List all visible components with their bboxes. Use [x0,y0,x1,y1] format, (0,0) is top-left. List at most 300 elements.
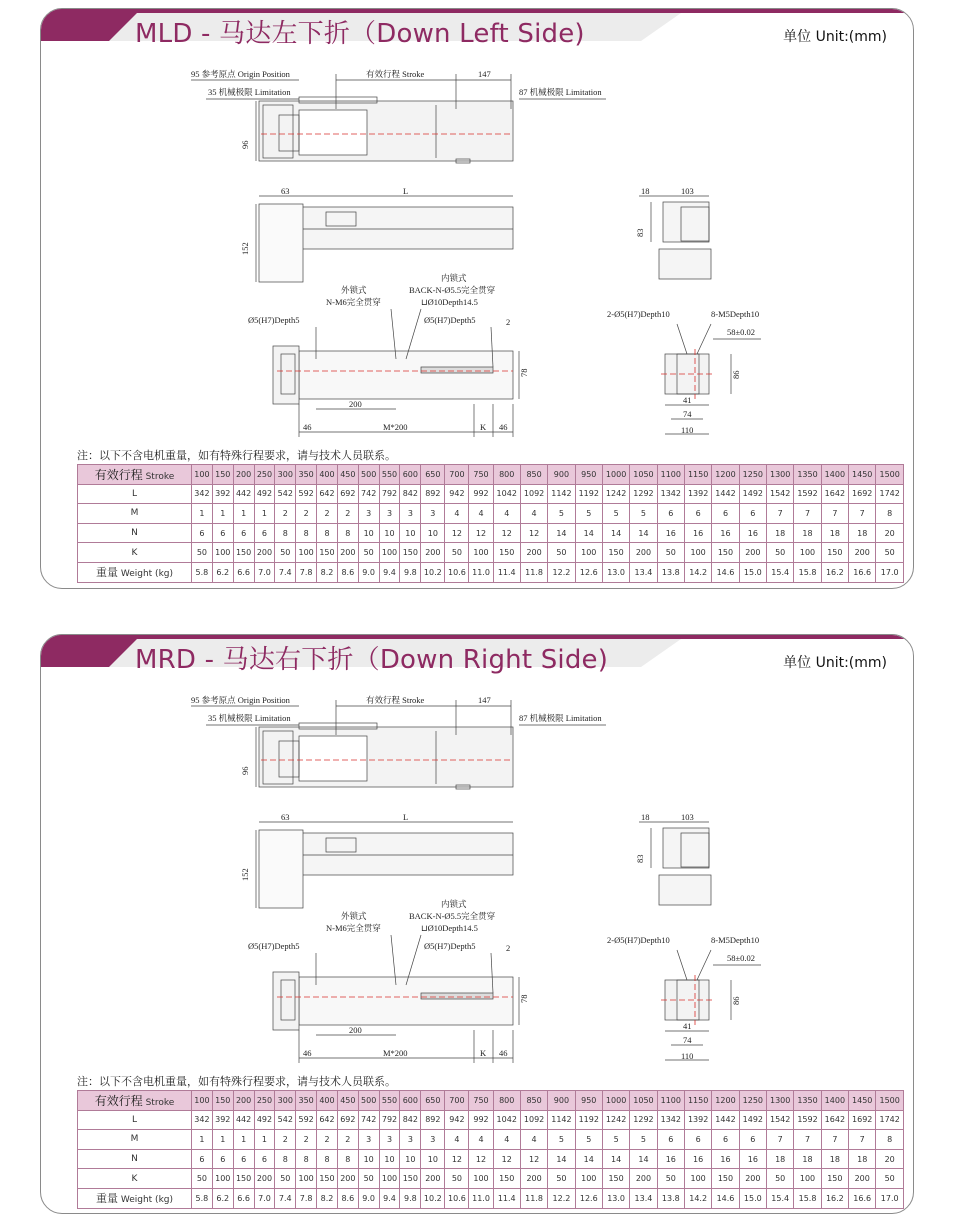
weight-cell: 13.0 [602,562,629,582]
table-cell: 200 [739,543,766,563]
table-cell: 4 [469,504,493,524]
weight-cell: 6.6 [233,562,254,582]
lock-ext-1: 外锁式 [341,911,367,921]
table-cell: 50 [548,1169,575,1189]
weight-cell: 14.2 [684,1188,711,1208]
stroke-cell: 300 [275,1091,296,1111]
table-cell: 6 [657,1130,684,1150]
table-cell: 150 [233,1169,254,1189]
table-cell: 100 [794,543,821,563]
spec-table [77,1090,904,1209]
table-cell: 150 [317,543,338,563]
dim-152: 152 [240,242,250,255]
table-cell: 200 [421,543,445,563]
table-cell: 8 [876,504,904,524]
table-cell: 992 [469,1110,493,1130]
weight-cell: 17.0 [876,1188,904,1208]
table-cell: 592 [296,1110,317,1130]
table-cell: 100 [212,543,233,563]
table-cell: 100 [684,543,711,563]
weight-cell: 9.4 [379,1188,400,1208]
weight-cell: 15.0 [739,1188,766,1208]
stroke-cell: 1450 [849,465,876,485]
dim-86: 86 [731,370,741,379]
table-cell: 200 [254,1169,275,1189]
table-cell: 150 [821,543,848,563]
table-cell: 12 [493,523,520,543]
dim-63: 63 [281,812,290,822]
table-cell: 1392 [684,1110,711,1130]
dim-18: 18 [641,186,650,196]
table-cell: 542 [275,1110,296,1130]
weight-cell: 16.2 [821,1188,848,1208]
stroke-cell: 1250 [739,1091,766,1111]
table-cell: 200 [630,543,657,563]
table-cell: 200 [337,543,358,563]
table-cell: 50 [192,1169,213,1189]
stroke-cell: 100 [192,1091,213,1111]
dim-m200: M*200 [383,1048,408,1058]
table-cell: 4 [445,1130,469,1150]
lock-ext-1: 外锁式 [341,285,367,295]
dim-46a: 46 [303,1048,312,1058]
table-cell: 8 [275,1149,296,1169]
table-cell: 200 [421,1169,445,1189]
stroke-cell: 1350 [794,1091,821,1111]
table-cell: 1642 [821,1110,848,1130]
dim-74: 74 [683,409,692,419]
table-cell: 5 [602,504,629,524]
table-cell: 100 [296,1169,317,1189]
table-cell: 50 [876,1169,904,1189]
stroke-cell: 800 [493,465,520,485]
table-row [78,484,904,504]
weight-cell: 7.8 [296,1188,317,1208]
weight-cell: 12.6 [575,1188,602,1208]
weight-cell: 15.4 [767,1188,794,1208]
table-cell: 1092 [520,1110,547,1130]
table-cell: 1442 [712,1110,739,1130]
table-cell: 18 [821,1149,848,1169]
dim-K: K [480,422,487,432]
weight-cell: 11.4 [493,562,520,582]
dim-96: 96 [240,140,250,149]
lock-int-2: BACK-N-Ø5.5完全贯穿 [409,285,496,295]
dim-83: 83 [635,854,645,863]
table-cell: 20 [876,523,904,543]
table-cell: 3 [421,1130,445,1150]
table-cell: 50 [767,543,794,563]
table-cell: 12 [493,1149,520,1169]
table-cell: 1192 [575,1110,602,1130]
weight-cell: 8.6 [337,562,358,582]
table-cell: 742 [358,1110,379,1130]
row-label: L [78,484,192,504]
lock-int-3: ⊔Ø10Depth14.5 [421,923,478,933]
table-cell: 200 [520,1169,547,1189]
weight-cell: 11.0 [469,562,493,582]
table-cell: 50 [445,543,469,563]
table-cell: 10 [400,1149,421,1169]
table-cell: 18 [794,523,821,543]
table-cell: 442 [233,1110,254,1130]
table-cell: 50 [275,543,296,563]
dim-46b: 46 [499,422,508,432]
weight-cell: 15.4 [767,562,794,582]
table-cell: 150 [712,543,739,563]
table-cell: 392 [212,1110,233,1130]
table-cell: 392 [212,484,233,504]
table-cell: 342 [192,1110,213,1130]
table-cell: 10 [379,1149,400,1169]
weight-cell: 8.2 [317,562,338,582]
table-cell: 18 [767,1149,794,1169]
technical-drawing [41,9,914,459]
weight-cell: 11.4 [493,1188,520,1208]
weight-cell: 5.8 [192,1188,213,1208]
table-cell: 18 [794,1149,821,1169]
dim-200: 200 [349,1025,362,1035]
table-cell: 50 [548,543,575,563]
weight-row [78,1188,904,1208]
table-cell: 2 [296,1130,317,1150]
table-row [78,523,904,543]
dim-110: 110 [681,425,694,435]
weight-cell: 13.4 [630,562,657,582]
stroke-cell: 1200 [712,1091,739,1111]
stroke-cell: 550 [379,1091,400,1111]
table-cell: 200 [849,543,876,563]
weight-cell: 15.0 [739,562,766,582]
weight-cell: 15.8 [794,1188,821,1208]
table-cell: 10 [379,523,400,543]
table-cell: 1242 [602,484,629,504]
weight-cell: 11.8 [520,562,547,582]
weight-cell: 9.8 [400,562,421,582]
table-cell: 4 [493,1130,520,1150]
stroke-header: 有效行程 Stroke [78,465,192,485]
stroke-cell: 650 [421,1091,445,1111]
stroke-cell: 1150 [684,465,711,485]
table-cell: 4 [520,504,547,524]
note-text: 注：以下不含电机重量，如有特殊行程要求，请与技术人员联系。 [77,1075,396,1088]
table-cell: 6 [684,1130,711,1150]
stroke-cell: 550 [379,465,400,485]
weight-cell: 7.4 [275,1188,296,1208]
stroke-cell: 1500 [876,465,904,485]
weight-label: 重量 Weight (kg) [78,1188,192,1208]
weight-cell: 16.6 [849,562,876,582]
table-cell: 6 [739,504,766,524]
table-cell: 14 [630,523,657,543]
table-cell: 5 [575,504,602,524]
table-cell: 3 [400,1130,421,1150]
table-cell: 18 [849,1149,876,1169]
tol-58: 58±0.02 [727,953,756,963]
table-cell: 5 [575,1130,602,1150]
table-cell: 7 [821,504,848,524]
table-cell: 7 [767,1130,794,1150]
table-cell: 1092 [520,484,547,504]
stroke-cell: 200 [233,1091,254,1111]
table-cell: 150 [602,543,629,563]
table-cell: 6 [233,1149,254,1169]
dim-mech-right: 87 机械极限 Limitation [519,713,602,723]
lock-ext-2: N-M6完全贯穿 [326,923,381,933]
weight-cell: 6.2 [212,1188,233,1208]
table-cell: 200 [337,1169,358,1189]
row-label: K [78,543,192,563]
unit-label: 单位 Unit:(mm) [783,29,887,45]
table-cell: 10 [400,523,421,543]
stroke-cell: 100 [192,465,213,485]
table-cell: 6 [192,523,213,543]
table-cell: 1 [254,504,275,524]
table-cell: 942 [445,1110,469,1130]
table-cell: 200 [254,543,275,563]
stroke-cell: 700 [445,465,469,485]
table-cell: 18 [849,523,876,543]
table-cell: 8 [296,523,317,543]
table-cell: 1 [212,1130,233,1150]
table-cell: 50 [358,543,379,563]
table-cell: 6 [212,523,233,543]
table-cell: 20 [876,1149,904,1169]
weight-cell: 10.6 [445,1188,469,1208]
stroke-cell: 150 [212,465,233,485]
table-cell: 6 [212,1149,233,1169]
section-title: MLD - 马达左下折（Down Left Side) [135,19,585,49]
stroke-cell: 700 [445,1091,469,1111]
table-cell: 6 [254,1149,275,1169]
weight-cell: 9.4 [379,562,400,582]
table-cell: 14 [548,1149,575,1169]
weight-cell: 13.8 [657,1188,684,1208]
table-row [78,504,904,524]
dim-110: 110 [681,1051,694,1061]
table-cell: 16 [712,1149,739,1169]
stroke-cell: 600 [400,465,421,485]
table-cell: 16 [684,1149,711,1169]
table-row [78,1149,904,1169]
weight-cell: 5.8 [192,562,213,582]
dim-mech-left: 35 机械极限 Limitation [208,713,291,723]
row-label: K [78,1169,192,1189]
table-cell: 2 [275,504,296,524]
table-cell: 1192 [575,484,602,504]
stroke-cell: 1100 [657,465,684,485]
table-cell: 642 [317,1110,338,1130]
weight-cell: 14.2 [684,562,711,582]
table-cell: 3 [358,504,379,524]
table-cell: 3 [379,1130,400,1150]
table-cell: 542 [275,484,296,504]
dim-18: 18 [641,812,650,822]
weight-cell: 11.8 [520,1188,547,1208]
weight-cell: 7.4 [275,562,296,582]
table-cell: 8 [876,1130,904,1150]
stroke-cell: 1100 [657,1091,684,1111]
table-cell: 3 [379,504,400,524]
table-cell: 4 [445,504,469,524]
table-cell: 200 [739,1169,766,1189]
table-cell: 5 [548,504,575,524]
table-cell: 8 [275,523,296,543]
table-cell: 1 [233,504,254,524]
table-cell: 10 [358,523,379,543]
stroke-cell: 450 [337,465,358,485]
table-cell: 1642 [821,484,848,504]
table-cell: 4 [493,504,520,524]
dim-46b: 46 [499,1048,508,1058]
m5-thread: 8-M5Depth10 [711,309,760,319]
table-cell: 100 [469,543,493,563]
table-cell: 18 [821,523,848,543]
table-cell: 1242 [602,1110,629,1130]
weight-cell: 12.2 [548,562,575,582]
table-cell: 8 [337,523,358,543]
table-cell: 50 [445,1169,469,1189]
table-cell: 50 [358,1169,379,1189]
stroke-cell: 1200 [712,465,739,485]
stroke-cell: 750 [469,465,493,485]
table-cell: 2 [317,1130,338,1150]
table-cell: 692 [337,1110,358,1130]
table-cell: 4 [520,1130,547,1150]
weight-cell: 7.0 [254,1188,275,1208]
lock-ext-2: N-M6完全贯穿 [326,297,381,307]
table-cell: 1592 [794,484,821,504]
stroke-cell: 500 [358,465,379,485]
table-cell: 6 [657,504,684,524]
dim-2: 2 [506,943,511,953]
pin-2: 2-Ø5(H7)Depth10 [607,309,670,319]
dim-L: L [403,186,409,196]
table-cell: 1742 [876,484,904,504]
table-cell: 12 [445,1149,469,1169]
dim-83: 83 [635,228,645,237]
table-cell: 5 [602,1130,629,1150]
table-cell: 1 [192,504,213,524]
dim-78: 78 [519,994,529,1003]
stroke-cell: 850 [520,1091,547,1111]
weight-cell: 15.8 [794,562,821,582]
table-cell: 3 [358,1130,379,1150]
table-cell: 100 [379,543,400,563]
weight-cell: 13.8 [657,562,684,582]
table-cell: 16 [712,523,739,543]
table-cell: 1292 [630,1110,657,1130]
table-cell: 842 [400,484,421,504]
table-cell: 14 [548,523,575,543]
table-cell: 1142 [548,484,575,504]
stroke-cell: 900 [548,1091,575,1111]
stroke-cell: 350 [296,1091,317,1111]
stroke-header-row [78,465,904,485]
dim-152: 152 [240,868,250,881]
row-label: M [78,1130,192,1150]
stroke-cell: 1450 [849,1091,876,1111]
table-cell: 942 [445,484,469,504]
lock-int-3: ⊔Ø10Depth14.5 [421,297,478,307]
stroke-cell: 150 [212,1091,233,1111]
table-cell: 6 [739,1130,766,1150]
dim-origin: 95 参考原点 Origin Position [191,69,290,79]
table-cell: 1592 [794,1110,821,1130]
table-cell: 6 [712,1130,739,1150]
table-cell: 7 [794,504,821,524]
stroke-cell: 1000 [602,1091,629,1111]
stroke-cell: 850 [520,465,547,485]
table-cell: 10 [421,523,445,543]
table-cell: 100 [469,1169,493,1189]
stroke-cell: 1150 [684,1091,711,1111]
table-cell: 200 [849,1169,876,1189]
table-cell: 150 [493,543,520,563]
table-cell: 492 [254,484,275,504]
table-cell: 16 [739,1149,766,1169]
dim-63: 63 [281,186,290,196]
stroke-cell: 800 [493,1091,520,1111]
dim-stroke: 有效行程 Stroke [366,69,425,79]
dim-mech-left: 35 机械极限 Limitation [208,87,291,97]
dim-mech-right: 87 机械极限 Limitation [519,87,602,97]
table-cell: 200 [520,543,547,563]
table-cell: 6 [684,504,711,524]
table-cell: 1142 [548,1110,575,1130]
dim-78: 78 [519,368,529,377]
weight-cell: 9.0 [358,1188,379,1208]
table-cell: 792 [379,1110,400,1130]
weight-cell: 9.8 [400,1188,421,1208]
stroke-cell: 650 [421,465,445,485]
m5-thread: 8-M5Depth10 [711,935,760,945]
stroke-cell: 900 [548,465,575,485]
table-cell: 100 [379,1169,400,1189]
table-cell: 792 [379,484,400,504]
weight-cell: 13.0 [602,1188,629,1208]
table-cell: 842 [400,1110,421,1130]
table-cell: 8 [296,1149,317,1169]
dim-200: 200 [349,399,362,409]
weight-cell: 6.6 [233,1188,254,1208]
weight-cell: 8.2 [317,1188,338,1208]
dim-96: 96 [240,766,250,775]
dim-2: 2 [506,317,511,327]
mrd-panel [40,634,914,1214]
table-cell: 150 [602,1169,629,1189]
table-cell: 100 [212,1169,233,1189]
table-cell: 100 [575,1169,602,1189]
mld-panel [40,8,914,589]
table-cell: 7 [849,1130,876,1150]
table-cell: 7 [849,504,876,524]
stroke-cell: 300 [275,465,296,485]
lock-int-2: BACK-N-Ø5.5完全贯穿 [409,911,496,921]
table-cell: 50 [657,543,684,563]
weight-row [78,562,904,582]
dim-41: 41 [683,395,692,405]
weight-cell: 10.6 [445,562,469,582]
weight-cell: 7.8 [296,562,317,582]
table-cell: 100 [575,543,602,563]
dim-86: 86 [731,996,741,1005]
table-cell: 14 [575,523,602,543]
table-cell: 14 [602,1149,629,1169]
weight-cell: 9.0 [358,562,379,582]
table-cell: 12 [520,523,547,543]
table-cell: 12 [469,523,493,543]
